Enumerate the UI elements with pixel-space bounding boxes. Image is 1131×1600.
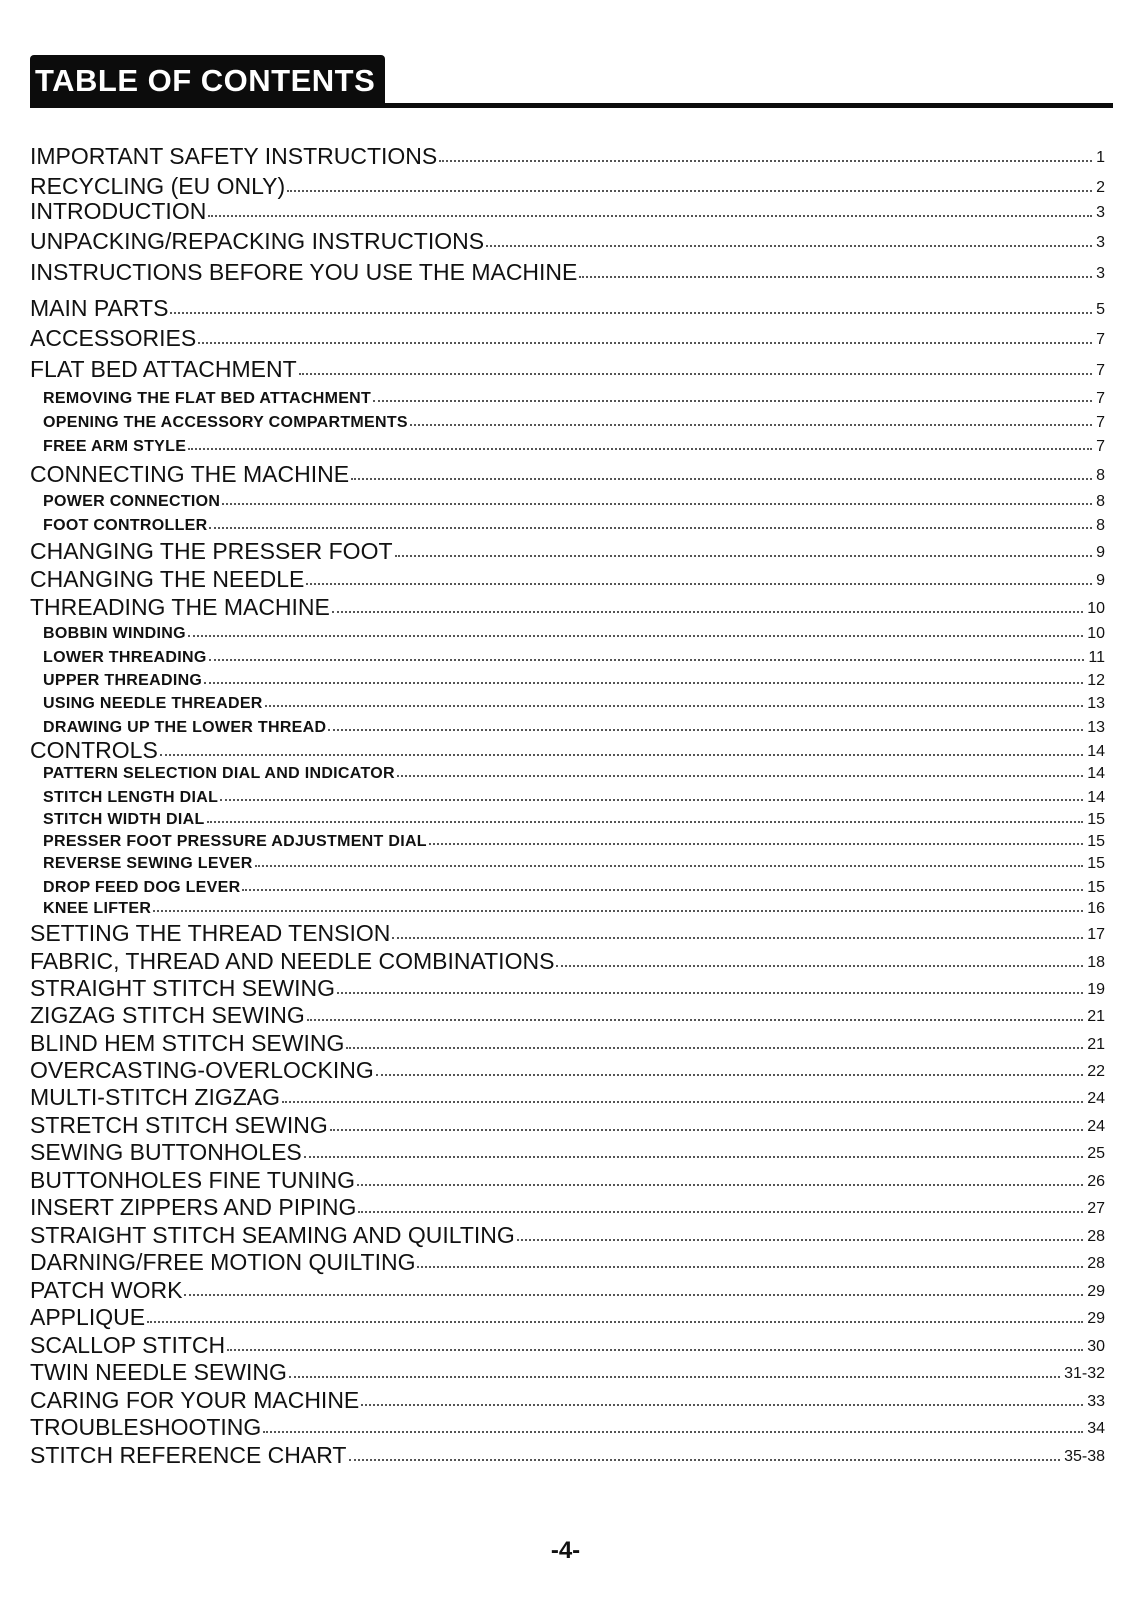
dot-leader <box>486 245 1092 247</box>
dot-leader <box>376 1074 1083 1076</box>
toc-entry-title: UNPACKING/REPACKING INSTRUCTIONS <box>30 228 485 254</box>
page-title: TABLE OF CONTENTS <box>30 55 385 105</box>
dot-leader <box>287 190 1092 192</box>
dot-leader <box>153 910 1083 912</box>
toc-entry-title: FABRIC, THREAD AND NEEDLE COMBINATIONS <box>30 948 555 974</box>
toc-entry <box>30 1031 1105 1055</box>
toc-entry <box>30 1278 1105 1302</box>
toc-entry-page: 11 <box>1088 649 1105 666</box>
dot-leader <box>209 659 1085 661</box>
toc-entry-title: STRAIGHT STITCH SEAMING AND QUILTING <box>30 1222 515 1248</box>
dot-leader <box>579 276 1092 278</box>
toc-entry-page: 7 <box>1096 438 1105 455</box>
toc-subentry <box>43 438 1105 456</box>
toc-entry-title: MULTI-STITCH ZIGZAG <box>30 1084 281 1110</box>
dot-leader <box>188 635 1083 637</box>
toc-entry-title: THREADING THE MACHINE <box>30 594 330 620</box>
toc-entry <box>30 1113 1105 1137</box>
toc-entry <box>30 1333 1105 1357</box>
toc-entry <box>30 921 1105 945</box>
toc-entry <box>30 1223 1105 1247</box>
toc-entry-page: 2 <box>1096 179 1105 196</box>
dot-leader <box>198 342 1092 344</box>
toc-entry-page: 30 <box>1087 1338 1105 1355</box>
toc-entry-title: TWIN NEEDLE SEWING <box>30 1359 287 1385</box>
dot-leader <box>373 400 1092 402</box>
toc-entry-title: DARNING/FREE MOTION QUILTING <box>30 1249 416 1275</box>
toc-entry-title: TROUBLESHOOTING <box>30 1414 262 1440</box>
toc-entry-page: 10 <box>1087 600 1105 617</box>
toc-entry-title: CHANGING THE PRESSER FOOT <box>30 538 393 564</box>
toc-entry <box>30 1305 1105 1329</box>
toc-entry <box>30 949 1105 973</box>
toc-entry <box>30 144 1105 168</box>
toc-entry <box>30 1140 1105 1164</box>
toc-entry-page: 15 <box>1087 833 1105 850</box>
toc-entry-page: 21 <box>1087 1008 1105 1025</box>
toc-subentry <box>43 493 1105 511</box>
toc-entry-page: 19 <box>1087 981 1105 998</box>
toc-entry-title: KNEE LIFTER <box>43 900 152 917</box>
toc-entry-title: SETTING THE THREAD TENSION <box>30 920 391 946</box>
toc-entry-title: MAIN PARTS <box>30 295 169 321</box>
toc-entry <box>30 199 1105 223</box>
toc-entry-page: 7 <box>1096 362 1105 379</box>
toc-entry-title: IMPORTANT SAFETY INSTRUCTIONS <box>30 143 438 169</box>
dot-leader <box>328 729 1083 731</box>
dot-leader <box>147 1321 1083 1323</box>
toc-entry <box>30 595 1105 619</box>
toc-entry-page: 16 <box>1087 900 1105 917</box>
toc-entry-page: 26 <box>1087 1173 1105 1190</box>
dot-leader <box>307 1019 1083 1021</box>
toc-entry-page: 9 <box>1096 544 1105 561</box>
toc-entry-page: 8 <box>1096 467 1105 484</box>
toc-entry <box>30 1443 1105 1467</box>
toc-entry-page: 7 <box>1096 390 1105 407</box>
dot-leader <box>289 1376 1060 1378</box>
toc-entry-title: FREE ARM STYLE <box>43 438 187 455</box>
toc-entry-page: 13 <box>1087 695 1105 712</box>
toc-entry <box>30 229 1105 253</box>
toc-entry-title: OVERCASTING-OVERLOCKING <box>30 1057 374 1083</box>
toc-entry-title: APPLIQUE <box>30 1304 146 1330</box>
toc-entry-title: REVERSE SEWING LEVER <box>43 855 253 872</box>
toc-entry <box>30 260 1105 284</box>
toc-subentry <box>43 695 1105 713</box>
dot-leader <box>417 1266 1083 1268</box>
dot-leader <box>397 775 1083 777</box>
dot-leader <box>304 1156 1083 1158</box>
toc-entry <box>30 1250 1105 1274</box>
toc-entry <box>30 567 1105 591</box>
toc-entry-page: 8 <box>1096 517 1105 534</box>
toc-subentry <box>43 672 1105 690</box>
toc-entry-title: INTRODUCTION <box>30 198 207 224</box>
toc-entry <box>30 1195 1105 1219</box>
dot-leader <box>263 1431 1083 1433</box>
dot-leader <box>346 1047 1083 1049</box>
toc-subentry <box>43 789 1105 807</box>
toc-entry <box>30 462 1105 486</box>
toc-entry-title: USING NEEDLE THREADER <box>43 695 263 712</box>
toc-entry-title: OPENING THE ACCESSORY COMPARTMENTS <box>43 414 408 431</box>
toc-entry-page: 15 <box>1087 879 1105 896</box>
toc-entry-title: INSERT ZIPPERS AND PIPING <box>30 1194 357 1220</box>
toc-entry-title: LOWER THREADING <box>43 649 207 666</box>
toc-entry-title: PRESSER FOOT PRESSURE ADJUSTMENT DIAL <box>43 833 427 850</box>
toc-entry-title: STRETCH STITCH SEWING <box>30 1112 328 1138</box>
toc-entry <box>30 357 1105 381</box>
toc-entry-page: 3 <box>1096 234 1105 251</box>
dot-leader <box>204 682 1083 684</box>
toc-subentry <box>43 719 1105 737</box>
toc-subentry <box>43 879 1105 897</box>
toc-entry <box>30 1085 1105 1109</box>
toc-entry-page: 8 <box>1096 493 1105 510</box>
toc-subentry <box>43 811 1105 829</box>
dot-leader <box>209 527 1092 529</box>
toc-entry-page: 14 <box>1087 765 1105 782</box>
dot-leader <box>410 424 1092 426</box>
page-number: -4- <box>550 1537 581 1564</box>
toc-entry-title: BOBBIN WINDING <box>43 625 186 642</box>
toc-entry-title: BLIND HEM STITCH SEWING <box>30 1030 345 1056</box>
toc-entry-page: 34 <box>1087 1420 1105 1437</box>
toc-entry-page: 29 <box>1087 1283 1105 1300</box>
toc-entry <box>30 738 1105 762</box>
toc-entry-title: RECYCLING (EU ONLY) <box>30 173 286 199</box>
dot-leader <box>357 1184 1083 1186</box>
toc-entry-page: 25 <box>1087 1145 1105 1162</box>
toc-entry-page: 1 <box>1096 149 1105 166</box>
toc-entry <box>30 1360 1105 1384</box>
toc-entry-page: 24 <box>1087 1090 1105 1107</box>
toc-entry-page: 15 <box>1087 855 1105 872</box>
toc-subentry <box>43 414 1105 432</box>
toc-entry <box>30 296 1105 320</box>
toc-subentry <box>43 649 1105 667</box>
dot-leader <box>255 865 1084 867</box>
toc-subentry <box>43 833 1105 851</box>
toc-subentry <box>43 390 1105 408</box>
toc-entry <box>30 326 1105 350</box>
dot-leader <box>222 503 1092 505</box>
toc-entry-title: REMOVING THE FLAT BED ATTACHMENT <box>43 390 372 407</box>
toc-entry-page: 15 <box>1087 811 1105 828</box>
toc-entry-page: 21 <box>1087 1036 1105 1053</box>
toc-entry-title: UPPER THREADING <box>43 672 203 689</box>
dot-leader <box>358 1211 1083 1213</box>
toc-subentry <box>43 765 1105 783</box>
dot-leader <box>361 1404 1083 1406</box>
toc-entry-page: 7 <box>1096 414 1105 431</box>
toc-entry <box>30 1415 1105 1439</box>
dot-leader <box>395 555 1093 557</box>
toc-entry-title: STRAIGHT STITCH SEWING <box>30 975 335 1001</box>
dot-leader <box>332 611 1083 613</box>
dot-leader <box>242 889 1083 891</box>
toc-entry-page: 3 <box>1096 265 1105 282</box>
dot-leader <box>207 821 1084 823</box>
toc-entry-page: 31-32 <box>1064 1365 1105 1382</box>
dot-leader <box>170 312 1092 314</box>
dot-leader <box>306 583 1092 585</box>
toc-entry-page: 5 <box>1096 301 1105 318</box>
toc-entry <box>30 1003 1105 1027</box>
toc-entry-page: 13 <box>1087 719 1105 736</box>
toc-entry-title: CARING FOR YOUR MACHINE <box>30 1387 360 1413</box>
toc-entry-page: 12 <box>1087 672 1105 689</box>
toc-entry-page: 14 <box>1087 789 1105 806</box>
toc-subentry <box>43 625 1105 643</box>
toc-subentry <box>43 855 1105 873</box>
dot-leader <box>337 992 1083 994</box>
toc-entry <box>30 1388 1105 1412</box>
toc-entry-title: CONNECTING THE MACHINE <box>30 461 350 487</box>
toc-entry <box>30 976 1105 1000</box>
dot-leader <box>439 160 1092 162</box>
toc-entry-title: POWER CONNECTION <box>43 493 221 510</box>
dot-leader <box>220 799 1083 801</box>
toc-entry-page: 17 <box>1087 926 1105 943</box>
toc-entry-page: 7 <box>1096 331 1105 348</box>
dot-leader <box>208 215 1092 217</box>
dot-leader <box>227 1349 1083 1351</box>
toc-entry-title: FLAT BED ATTACHMENT <box>30 356 297 382</box>
dot-leader <box>188 448 1092 450</box>
toc-entry-page: 29 <box>1087 1310 1105 1327</box>
toc-entry-page: 24 <box>1087 1118 1105 1135</box>
toc-entry-title: STITCH REFERENCE CHART <box>30 1442 347 1468</box>
toc-entry-title: DRAWING UP THE LOWER THREAD <box>43 719 327 736</box>
dot-leader <box>349 1459 1061 1461</box>
dot-leader <box>160 754 1083 756</box>
dot-leader <box>282 1101 1083 1103</box>
dot-leader <box>184 1294 1083 1296</box>
toc-entry-page: 33 <box>1087 1393 1105 1410</box>
toc-entry-title: SEWING BUTTONHOLES <box>30 1139 302 1165</box>
toc-entry-title: ACCESSORIES <box>30 325 197 351</box>
toc-subentry <box>43 517 1105 535</box>
toc-entry-title: DROP FEED DOG LEVER <box>43 879 241 896</box>
toc-entry <box>30 174 1105 198</box>
toc-entry-title: CHANGING THE NEEDLE <box>30 566 305 592</box>
toc-entry <box>30 539 1105 563</box>
dot-leader <box>330 1129 1083 1131</box>
dot-leader <box>517 1239 1083 1241</box>
toc-entry-page: 9 <box>1096 572 1105 589</box>
toc-entry-page: 28 <box>1087 1255 1105 1272</box>
dot-leader <box>392 937 1083 939</box>
dot-leader <box>556 965 1083 967</box>
toc-entry-page: 35-38 <box>1064 1448 1105 1465</box>
toc-entry-title: STITCH LENGTH DIAL <box>43 789 219 806</box>
toc-entry-title: SCALLOP STITCH <box>30 1332 226 1358</box>
toc-entry-title: STITCH WIDTH DIAL <box>43 811 205 828</box>
toc-entry-title: PATTERN SELECTION DIAL AND INDICATOR <box>43 765 395 782</box>
dot-leader <box>299 373 1092 375</box>
dot-leader <box>429 843 1083 845</box>
toc-entry-page: 27 <box>1087 1200 1105 1217</box>
toc-entry-title: BUTTONHOLES FINE TUNING <box>30 1167 356 1193</box>
toc-entry-page: 3 <box>1096 204 1105 221</box>
toc-entry <box>30 1168 1105 1192</box>
toc-entry-page: 14 <box>1087 743 1105 760</box>
toc-entry-page: 18 <box>1087 954 1105 971</box>
dot-leader <box>265 705 1084 707</box>
toc-entry-page: 10 <box>1087 625 1105 642</box>
toc-entry-title: CONTROLS <box>30 737 158 763</box>
toc-entry-title: ZIGZAG STITCH SEWING <box>30 1002 305 1028</box>
toc-entry-title: INSTRUCTIONS BEFORE YOU USE THE MACHINE <box>30 259 578 285</box>
toc-entry <box>30 1058 1105 1082</box>
toc-entry-title: PATCH WORK <box>30 1277 183 1303</box>
toc-subentry <box>43 900 1105 918</box>
toc-entry-page: 22 <box>1087 1063 1105 1080</box>
dot-leader <box>351 478 1092 480</box>
toc-entry-page: 28 <box>1087 1228 1105 1245</box>
toc-entry-title: FOOT CONTROLLER <box>43 517 208 534</box>
